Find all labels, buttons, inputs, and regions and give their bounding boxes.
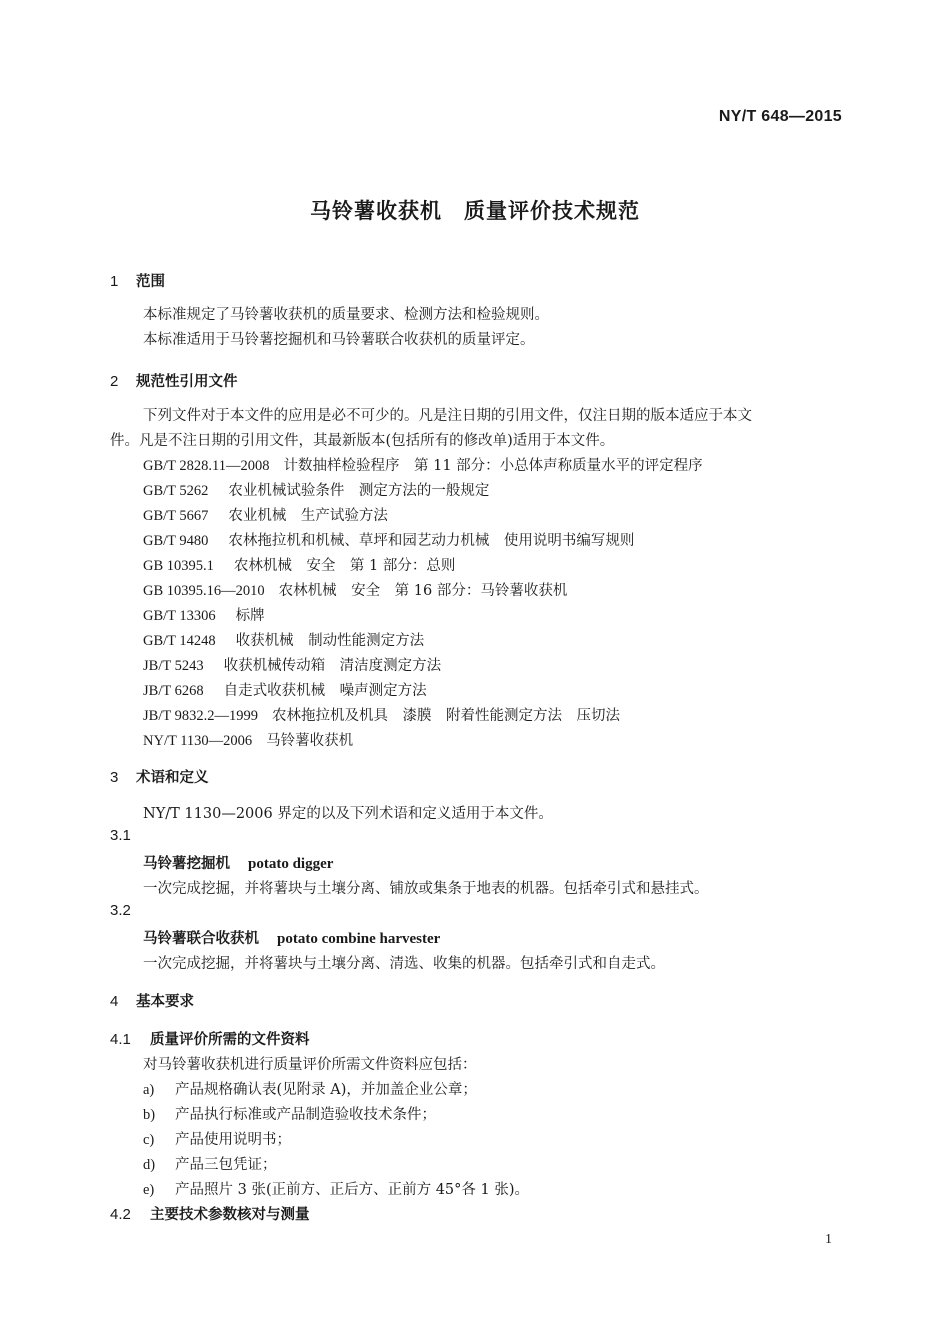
subsection-title: 主要技术参数核对与测量: [150, 1207, 310, 1223]
reference-item: [143, 629, 424, 650]
section-title: 范围: [136, 274, 165, 290]
term-definition: 一次完成挖掘，并将薯块与土壤分离、清选、收集的机器。包括牵引式和自走式。: [143, 956, 665, 972]
term-definition: 一次完成挖掘，并将薯块与土壤分离、铺放或集条于地表的机器。包括牵引式和悬挂式。: [143, 881, 709, 897]
paragraph: 件。凡是不注日期的引用文件，其最新版本(包括所有的修改单)适用于本文件。: [110, 433, 615, 449]
subsection-number: 4.1: [110, 1031, 131, 1048]
reference-code: GB/T 2828.11—2008: [143, 458, 270, 474]
section-title: 术语和定义: [136, 770, 209, 786]
list-label: d): [143, 1157, 156, 1173]
list-label: a): [143, 1082, 155, 1098]
reference-title: 收获机械 制动性能测定方法: [235, 633, 425, 649]
reference-code: GB/T 5262: [143, 483, 209, 499]
paragraph: 本标准规定了马铃薯收获机的质量要求、检测方法和检验规则。: [143, 307, 549, 323]
list-item: [143, 1103, 436, 1124]
reference-title: 农林拖拉机和机械、草坪和园艺动力机械 使用说明书编写规则: [228, 533, 635, 549]
term-number: 3.1: [110, 827, 131, 844]
reference-item: [143, 479, 489, 500]
subsection-4-1-heading: [110, 1028, 310, 1049]
section-4-heading: [110, 990, 194, 1011]
reference-code: GB/T 14248: [143, 633, 216, 649]
term-zh: 马铃薯联合收获机: [143, 931, 259, 947]
reference-code: GB 10395.16—2010: [143, 583, 265, 599]
section-1-heading: [110, 270, 165, 291]
standard-code: NY/T 648—2015: [718, 108, 842, 125]
reference-code: JB/T 5243: [143, 658, 204, 674]
reference-title: 标牌: [235, 608, 265, 624]
reference-item: [143, 704, 620, 725]
reference-title: 农林拖拉机及机具 漆膜 附着性能测定方法 压切法: [271, 708, 620, 724]
term-heading: [143, 927, 440, 948]
list-item: [143, 1153, 277, 1174]
list-item: [143, 1128, 291, 1149]
reference-title: 收获机械传动箱 清洁度测定方法: [223, 658, 442, 674]
reference-item: [143, 654, 441, 675]
section-2-heading: [110, 370, 238, 391]
reference-title: 农林机械 安全 第 1 部分：总则: [233, 558, 456, 574]
reference-item: [143, 604, 265, 625]
list-text: 产品执行标准或产品制造验收技术条件；: [175, 1107, 436, 1123]
list-label: c): [143, 1132, 155, 1148]
paragraph: NY/T 1130—2006 界定的以及下列术语和定义适用于本文件。: [143, 806, 553, 822]
paragraph: 对马铃薯收获机进行质量评价所需文件资料应包括：: [143, 1057, 477, 1073]
reference-title: 农业机械 生产试验方法: [228, 508, 388, 524]
document-title: 马铃薯收获机 质量评价技术规范: [310, 199, 640, 223]
section-title: 基本要求: [136, 994, 194, 1010]
term-en: potato digger: [248, 856, 334, 872]
section-title: 规范性引用文件: [136, 374, 238, 390]
reference-title: 马铃薯收获机: [266, 733, 354, 749]
paragraph: 本标准适用于马铃薯挖掘机和马铃薯联合收获机的质量评定。: [143, 332, 535, 348]
section-number: 3: [110, 769, 119, 786]
reference-code: GB 10395.1: [143, 558, 214, 574]
section-3-heading: [110, 766, 209, 787]
reference-code: JB/T 9832.2—1999: [143, 708, 258, 724]
reference-code: GB/T 13306: [143, 608, 216, 624]
list-text: 产品规格确认表(见附录 A)，并加盖企业公章；: [175, 1082, 477, 1098]
term-heading: [143, 852, 333, 873]
reference-code: GB/T 5667: [143, 508, 209, 524]
list-item: [143, 1178, 529, 1199]
section-number: 4: [110, 993, 119, 1010]
reference-item: [143, 729, 353, 750]
reference-title: 农林机械 安全 第 16 部分：马铃薯收获机: [278, 583, 568, 599]
section-number: 2: [110, 373, 119, 390]
list-item: [143, 1078, 477, 1099]
list-label: e): [143, 1182, 155, 1198]
reference-code: JB/T 6268: [143, 683, 204, 699]
list-text: 产品使用说明书；: [175, 1132, 291, 1148]
reference-code: GB/T 9480: [143, 533, 209, 549]
reference-title: 自走式收获机械 噪声测定方法: [223, 683, 427, 699]
list-label: b): [143, 1107, 156, 1123]
reference-title: 农业机械试验条件 测定方法的一般规定: [228, 483, 490, 499]
reference-item: [143, 504, 388, 525]
list-text: 产品照片 3 张(正前方、正后方、正前方 45°各 1 张)。: [175, 1182, 530, 1198]
reference-title: 计数抽样检验程序 第 11 部分：小总体声称质量水平的评定程序: [283, 458, 703, 474]
paragraph: 下列文件对于本文件的应用是必不可少的。凡是注日期的引用文件，仅注日期的版本适应于本文: [143, 408, 752, 424]
reference-item: [143, 579, 567, 600]
subsection-4-2-heading: [110, 1203, 310, 1224]
list-text: 产品三包凭证；: [175, 1157, 277, 1173]
reference-item: [143, 529, 634, 550]
term-number: 3.2: [110, 902, 131, 919]
page-number: 1: [825, 1232, 832, 1247]
subsection-title: 质量评价所需的文件资料: [150, 1032, 310, 1048]
term-zh: 马铃薯挖掘机: [143, 856, 230, 872]
reference-item: [143, 454, 703, 475]
reference-code: NY/T 1130—2006: [143, 733, 253, 749]
reference-item: [143, 554, 455, 575]
section-number: 1: [110, 273, 119, 290]
term-en: potato combine harvester: [277, 931, 441, 947]
reference-item: [143, 679, 427, 700]
subsection-number: 4.2: [110, 1206, 131, 1223]
